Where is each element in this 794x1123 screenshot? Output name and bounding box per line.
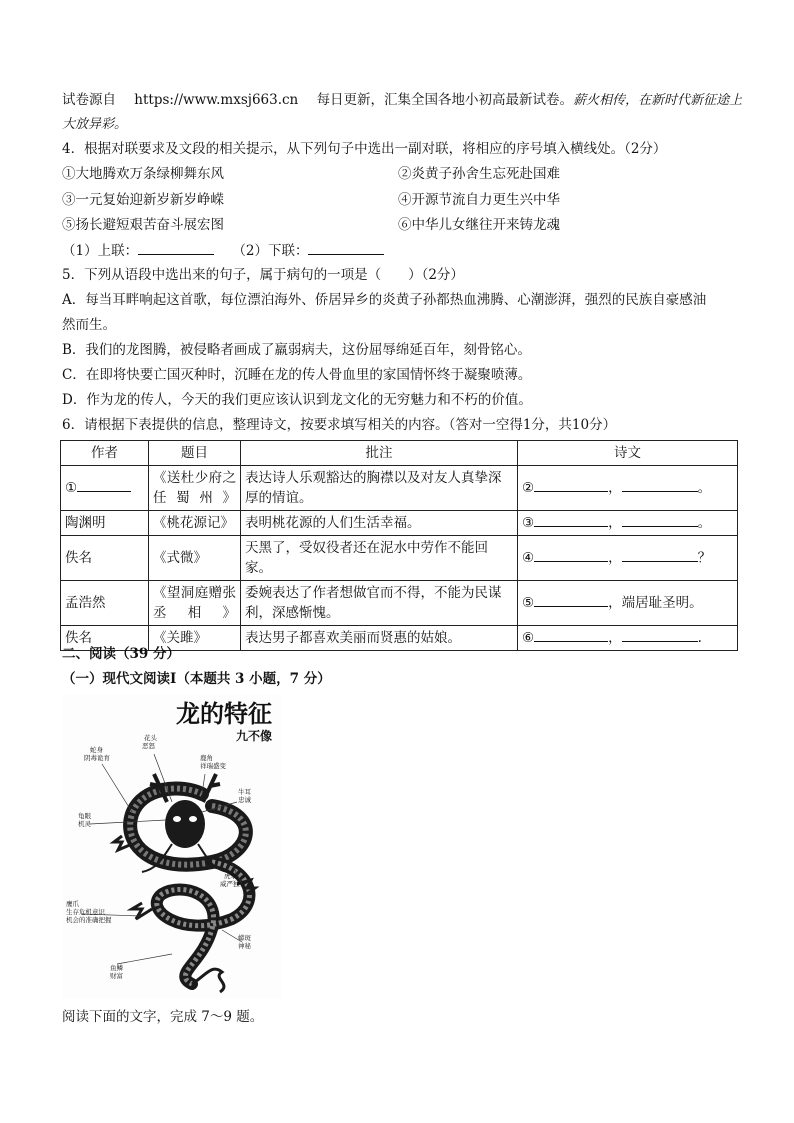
q4-option-4: ④开源节流自力更生兴中华 (398, 192, 560, 208)
lower-couplet-blank[interactable] (308, 241, 384, 255)
label-antler-1: 鹿角 (200, 754, 213, 762)
illus-title: 龙的特征 (176, 700, 272, 728)
motto-line2: 大放异彩。 (62, 117, 128, 132)
label-claw-1: 鹰爪 (66, 900, 79, 908)
upper-couplet-label: （1）上联： (62, 243, 139, 259)
note-cell: 表达诗人乐观豁达的胸襟以及对友人真挚深厚的情谊。 (241, 466, 518, 511)
author-cell: 陶渊明 (61, 511, 149, 536)
label-ear-2: 忠诚 (238, 796, 251, 804)
update-note: 每日更新，汇集全国各地小初高最新试卷。 (316, 92, 574, 108)
author-cell: 佚名 (61, 626, 149, 651)
label-python-1: 蟒斑 (238, 934, 251, 942)
dragon-image (62, 694, 282, 998)
q6-stem: 6．请根据下表提供的信息，整理诗文，按要求填写相关的内容。（答对一空得1分，共10分） (62, 417, 617, 433)
table-header-row (61, 441, 738, 466)
header-title: 题目 (149, 441, 241, 466)
source-url[interactable]: https://www.mxsj663.cn (134, 92, 299, 108)
note-cell: 表达男子都喜欢美丽而贤惠的姑娘。 (241, 626, 518, 651)
q4-option-5: ⑤扬长避短艰苦奋斗展宏图 (62, 217, 224, 233)
illus-subtitle: 九不像 (235, 729, 272, 743)
poem-end: . (697, 630, 702, 646)
table-row (61, 466, 738, 511)
author-cell: 孟浩然 (61, 581, 149, 626)
title-cell: 《送杜少府之任蜀州》 (149, 466, 241, 511)
dragon-illustration (62, 694, 282, 998)
label-paw-1: 虎掌 (224, 872, 237, 880)
table-row (61, 581, 738, 626)
poem-num: ⑤ (522, 595, 535, 611)
motto-line1: 薪火相传，在新时代新征途上 (573, 93, 743, 108)
q4-stem: 4．根据对联要求及文段的相关提示，从下列句子中选出一副对联，将相应的序号填入横线处。（2分） (62, 141, 667, 157)
label-scale-2: 财富 (110, 972, 123, 980)
q4-option-6: ⑥中华儿女继往开来铸龙魂 (398, 217, 560, 233)
poem-blank[interactable] (534, 513, 608, 527)
poem-sep: ， (608, 480, 622, 496)
q4-answer-line (62, 241, 384, 260)
poem-blank[interactable] (534, 478, 608, 492)
q5-stem: 5．下列从语段中选出来的句子，属于病句的一项是（ ）（2分） (62, 267, 464, 283)
poem-cell (518, 511, 738, 536)
label-snake-1: 蛇身 (90, 746, 103, 754)
table-row (61, 536, 738, 581)
section2-subheading: （一）现代文阅读Ⅰ（本题共 3 小题，7 分） (62, 671, 331, 687)
poem-blank[interactable] (534, 548, 608, 562)
label-python-pattern (238, 933, 252, 950)
poem-sep: ， (608, 550, 622, 566)
poem-num: ④ (522, 550, 535, 566)
poem-num: ⑥ (522, 630, 535, 646)
author-cell: 佚名 (61, 536, 149, 581)
poem-sep: ，端居耻圣明。 (608, 595, 703, 611)
title-cell: 《式微》 (149, 536, 241, 581)
poem-blank[interactable] (622, 548, 698, 562)
note-cell: 委婉表达了作者想做官而不得，不能为民谋利，深感惭愧。 (241, 581, 518, 626)
poem-cell (518, 581, 738, 626)
label-fish-scale (110, 963, 124, 980)
q4-option-1: ①大地腾欢万条绿柳舞东风 (62, 166, 224, 182)
label-head-2: 恶怒 (142, 742, 155, 750)
poem-cell (518, 536, 738, 581)
poem-sep: ， (608, 630, 622, 646)
label-ear-1: 牛耳 (238, 788, 251, 796)
q5-option-a: A．每当耳畔响起这首歌，每位漂泊海外、侨居异乡的炎黄子孙都热血沸腾、心潮澎湃，强烈的民族自豪感油 (62, 292, 707, 308)
author-num: ① (65, 480, 78, 496)
poem-blank[interactable] (622, 628, 698, 642)
header-poem: 诗文 (518, 441, 738, 466)
poem-end: 。 (697, 480, 712, 496)
poem-end: 。 (697, 515, 712, 531)
label-ox-ear (238, 787, 252, 804)
source-prefix: 试卷源自 (62, 92, 116, 108)
poem-table (60, 440, 738, 651)
label-claw-2: 生存危机意识 (66, 908, 105, 916)
note-cell: 天黑了，受奴役者还在泥水中劳作不能回家。 (241, 536, 518, 581)
section2-heading: 二、阅读（39 分） (62, 646, 180, 662)
poem-blank[interactable] (622, 513, 698, 527)
poem-end: ？ (697, 550, 712, 566)
q5-option-b: B．我们的龙图腾，被侵略者画成了羸弱病夫，这份屈辱绵延百年，刻骨铭心。 (62, 342, 531, 358)
q5-option-d: D．作为龙的传人，今天的我们更应该认识到龙文化的无穷魅力和不朽的价值。 (62, 392, 532, 408)
source-line (62, 91, 742, 110)
note-cell: 表明桃花源的人们生活幸福。 (241, 511, 518, 536)
title-cell: 《桃花源记》 (149, 511, 241, 536)
reading-instruction: 阅读下面的文字，完成 7～9 题。 (62, 1009, 264, 1025)
poem-blank[interactable] (622, 478, 698, 492)
poem-blank[interactable] (534, 593, 608, 607)
q5-option-c: C．在即将快要亡国灭种时，沉睡在龙的传人骨血里的家国情怀终于凝聚喷薄。 (62, 367, 532, 383)
label-eye-1: 龟眼 (78, 812, 91, 820)
poem-cell (518, 466, 738, 511)
label-python-2: 神秘 (238, 942, 251, 950)
label-snake-2: 阴毒诡育 (84, 754, 110, 762)
label-antler-2: 祥瑞盛变 (200, 762, 226, 770)
header-note: 批注 (241, 441, 518, 466)
lower-couplet-label: （2）下联： (232, 243, 309, 259)
title-cell: 《关雎》 (149, 626, 241, 651)
label-paw-2: 威严独立 (220, 880, 246, 888)
q5-option-a-cont: 然而生。 (62, 317, 116, 333)
upper-couplet-blank[interactable] (138, 241, 214, 255)
author-blank[interactable] (77, 478, 131, 492)
label-scale-1: 鱼鳞 (110, 964, 123, 972)
title-cell: 《望洞庭赠张丞相》 (149, 581, 241, 626)
q4-option-2: ②炎黄子孙舍生忘死赴国难 (398, 166, 560, 182)
label-eye-2: 机灵 (78, 820, 91, 828)
header-author: 作者 (61, 441, 149, 466)
q4-option-3: ③一元复始迎新岁新岁峥嵘 (62, 192, 224, 208)
label-head-1: 花头 (144, 734, 157, 742)
poem-blank[interactable] (534, 628, 608, 642)
poem-sep: ， (608, 515, 622, 531)
label-claw-3: 机会的准确把握 (66, 916, 112, 924)
author-cell (61, 466, 149, 511)
poem-num: ② (522, 480, 535, 496)
label-turtle-eye (78, 811, 92, 828)
table-row (61, 511, 738, 536)
poem-cell (518, 626, 738, 651)
poem-num: ③ (522, 515, 535, 531)
